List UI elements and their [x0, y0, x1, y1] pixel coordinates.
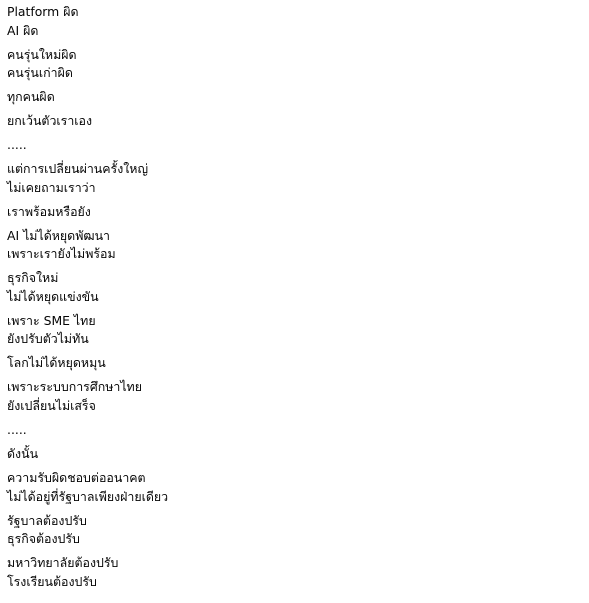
text-line: เพราะระบบการศึกษาไทย: [7, 379, 142, 395]
text-line: ยังเปลี่ยนไม่เสร็จ: [7, 397, 96, 413]
paragraph: [7, 46, 582, 83]
text-line: ไม่ได้อยู่ที่รัฐบาลเพียงฝ่ายเดียว: [7, 488, 169, 504]
text-line: ไม่ได้หยุดแข่งขัน: [7, 288, 99, 304]
paragraph: [7, 354, 582, 373]
text-line: คนรุ่นใหม่ผิด: [7, 46, 77, 62]
paragraph-separator: [7, 421, 582, 440]
paragraph: [7, 445, 582, 464]
post-body: [7, 3, 582, 597]
text-line: รัฐบาลต้องปรับ: [7, 512, 87, 528]
paragraph: [7, 378, 582, 415]
paragraph: [7, 160, 582, 197]
text-line: คนรุ่นเก่าผิด: [7, 65, 73, 81]
paragraph: [7, 512, 582, 549]
text-line: ดังนั้น: [7, 445, 39, 461]
text-line: AI ไม่ได้หยุดพัฒนา: [7, 227, 111, 243]
text-line: ธุรกิจใหม่: [7, 270, 59, 286]
paragraph: [7, 227, 582, 264]
text-line: เราพร้อมหรือยัง: [7, 203, 91, 219]
text-line: โรงเรียนต้องปรับ: [7, 573, 97, 589]
paragraph: [7, 312, 582, 349]
paragraph: [7, 269, 582, 306]
text-line: ยกเว้นตัวเราเอง: [7, 113, 93, 129]
text-line: .....: [7, 137, 27, 153]
paragraph-separator: [7, 136, 582, 155]
paragraph: [7, 554, 582, 591]
paragraph: [7, 3, 582, 40]
paragraph: [7, 88, 582, 107]
paragraph: [7, 203, 582, 222]
text-line: .....: [7, 421, 27, 437]
text-line: แต่การเปลี่ยนผ่านครั้งใหญ่: [7, 161, 149, 177]
text-line: ความรับผิดชอบต่ออนาคต: [7, 469, 146, 485]
text-line: โลกไม่ได้หยุดหมุน: [7, 355, 106, 371]
text-line: AI ผิด: [7, 22, 39, 38]
text-line: ยังปรับตัวไม่ทัน: [7, 331, 89, 347]
text-line: Platform ผิด: [7, 4, 79, 19]
paragraph: [7, 469, 582, 506]
text-line: เพราะเรายังไม่พร้อม: [7, 246, 116, 262]
paragraph: [7, 112, 582, 131]
text-line: ทุกคนผิด: [7, 89, 55, 105]
text-line: ไม่เคยถามเราว่า: [7, 179, 96, 195]
text-line: ธุรกิจต้องปรับ: [7, 531, 80, 547]
text-line: เพราะ SME ไทย: [7, 312, 96, 328]
text-line: มหาวิทยาลัยต้องปรับ: [7, 555, 119, 571]
